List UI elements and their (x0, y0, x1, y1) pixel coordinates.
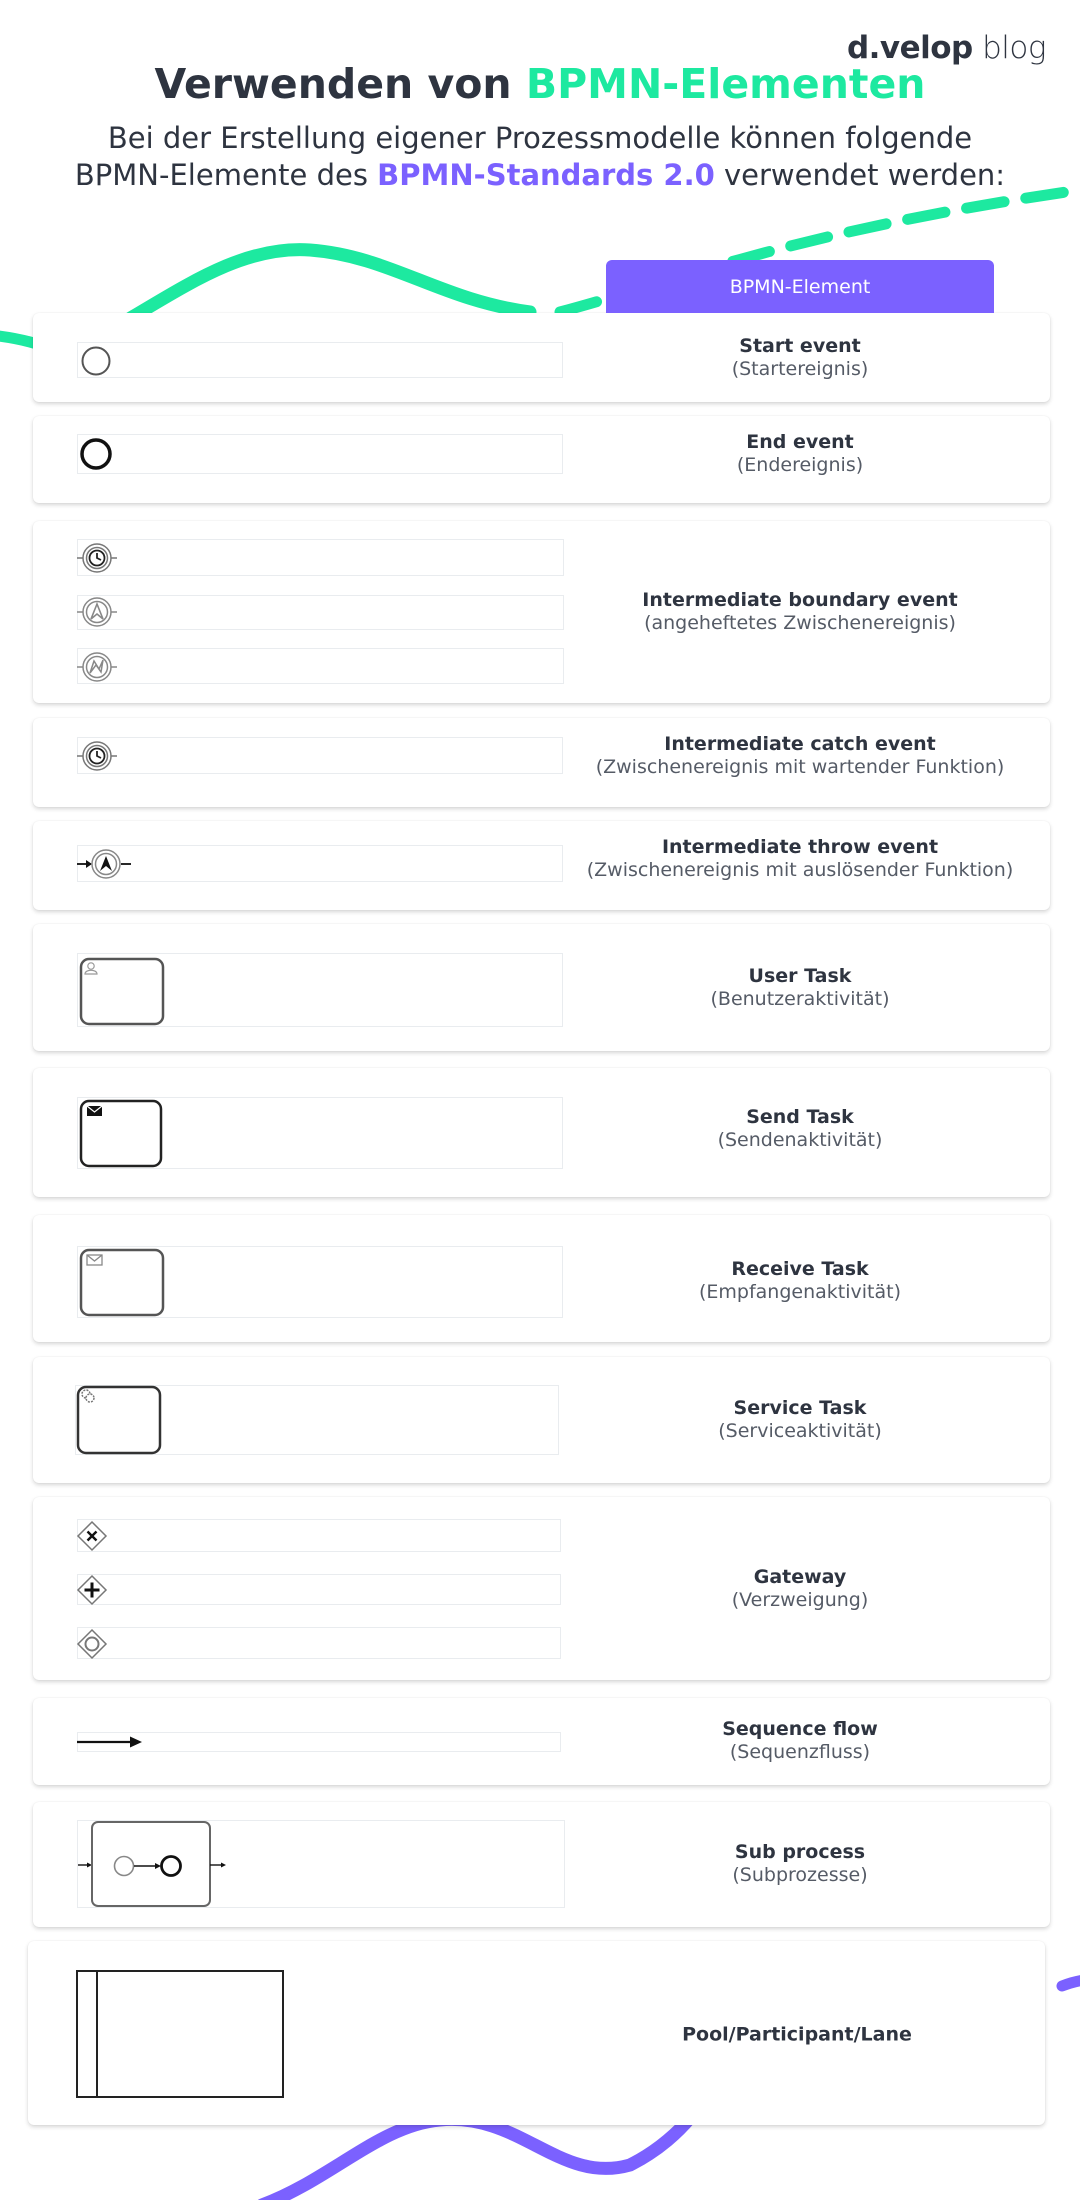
start-event-icon (79, 344, 115, 378)
pool-lane-icon (76, 1970, 286, 2100)
element-translation: (Serviceaktivität) (718, 1420, 882, 1442)
receive-task-icon (79, 1246, 167, 1318)
logo-brand: d.velop (846, 30, 973, 66)
element-label (560, 431, 1040, 477)
symbol-strip (77, 595, 564, 630)
subtitle-highlight: BPMN-Standards 2.0 (377, 158, 715, 192)
symbol-strip (77, 1732, 561, 1752)
element-translation: (Sequenzfluss) (729, 1741, 871, 1763)
sub-process-icon (78, 1820, 234, 1908)
timer-catch-event-icon (77, 739, 121, 773)
title-prefix: Verwenden von (154, 60, 512, 108)
element-translation: (angeheftetes Zwischenereignis) (644, 612, 956, 634)
title-highlight: BPMN-Elementen (525, 60, 926, 108)
element-translation: (Zwischenereignis mit wartender Funktion) (595, 756, 1005, 778)
element-name: User Task (748, 965, 852, 987)
element-name: Intermediate boundary event (642, 589, 958, 611)
symbol-strip (77, 737, 563, 774)
escalation-boundary-event-icon (77, 595, 121, 629)
element-translation: (Subprozesse) (732, 1864, 868, 1886)
element-name: Start event (739, 335, 861, 357)
escalation-throw-event-icon (77, 847, 133, 881)
user-task-icon (79, 955, 167, 1027)
inclusive-gateway-icon (77, 1629, 109, 1659)
element-name: Sub process (734, 1841, 866, 1863)
element-label (557, 2024, 1037, 2047)
element-translation: (Empfangenaktivität) (698, 1281, 901, 1303)
page-title (0, 60, 1080, 108)
column-header: BPMN-Element (606, 260, 994, 313)
service-task-icon (75, 1385, 163, 1457)
element-name: Service Task (733, 1397, 867, 1419)
element-name: Intermediate throw event (661, 836, 939, 858)
element-name: End event (746, 431, 854, 453)
timer-boundary-event-icon (77, 541, 121, 575)
symbol-strip (77, 1519, 561, 1552)
symbol-strip (77, 1627, 561, 1659)
element-translation: (Benutzeraktivität) (710, 988, 890, 1010)
subtitle-line2-before: BPMN-Elemente des (74, 158, 368, 192)
parallel-gateway-icon (77, 1575, 109, 1605)
element-translation: (Verzweigung) (731, 1589, 869, 1611)
send-task-icon (79, 1098, 167, 1170)
element-label (560, 335, 1040, 381)
symbol-strip (77, 1574, 561, 1605)
element-name: Receive Task (731, 1258, 869, 1280)
element-label (560, 733, 1040, 779)
element-label (560, 965, 1040, 1011)
element-name: Send Task (746, 1106, 854, 1128)
element-label (560, 1566, 1040, 1612)
element-label (560, 1258, 1040, 1304)
exclusive-gateway-icon (77, 1521, 109, 1551)
element-name: Pool/Participant/Lane (682, 2023, 912, 2046)
subtitle-line2-after: verwendet werden: (724, 158, 1006, 192)
end-event-icon (79, 437, 115, 471)
logo-suffix: blog (982, 30, 1046, 66)
symbol-strip (77, 845, 563, 882)
subtitle (60, 120, 1020, 194)
subtitle-line1: Bei der Erstellung eigener Prozessmodelle können folgende (107, 121, 973, 155)
symbol-strip (77, 539, 564, 576)
symbol-strip (77, 434, 563, 474)
element-translation: (Zwischenereignis mit auslösender Funktion) (586, 859, 1014, 881)
error-boundary-event-icon (77, 650, 121, 684)
element-translation: (Endereignis) (736, 454, 864, 476)
element-label (560, 836, 1040, 882)
element-label (560, 1718, 1040, 1764)
element-label (560, 589, 1040, 635)
element-translation: (Startereignis) (731, 358, 869, 380)
symbol-strip (77, 342, 563, 378)
element-name: Sequence flow (722, 1718, 878, 1740)
element-label (560, 1841, 1040, 1887)
element-label (560, 1106, 1040, 1152)
symbol-strip (77, 648, 564, 684)
sequence-flow-arrow-icon (76, 1733, 146, 1751)
element-label (560, 1397, 1040, 1443)
element-name: Gateway (753, 1566, 847, 1588)
element-name: Intermediate catch event (664, 733, 936, 755)
element-translation: (Sendenaktivität) (717, 1129, 883, 1151)
